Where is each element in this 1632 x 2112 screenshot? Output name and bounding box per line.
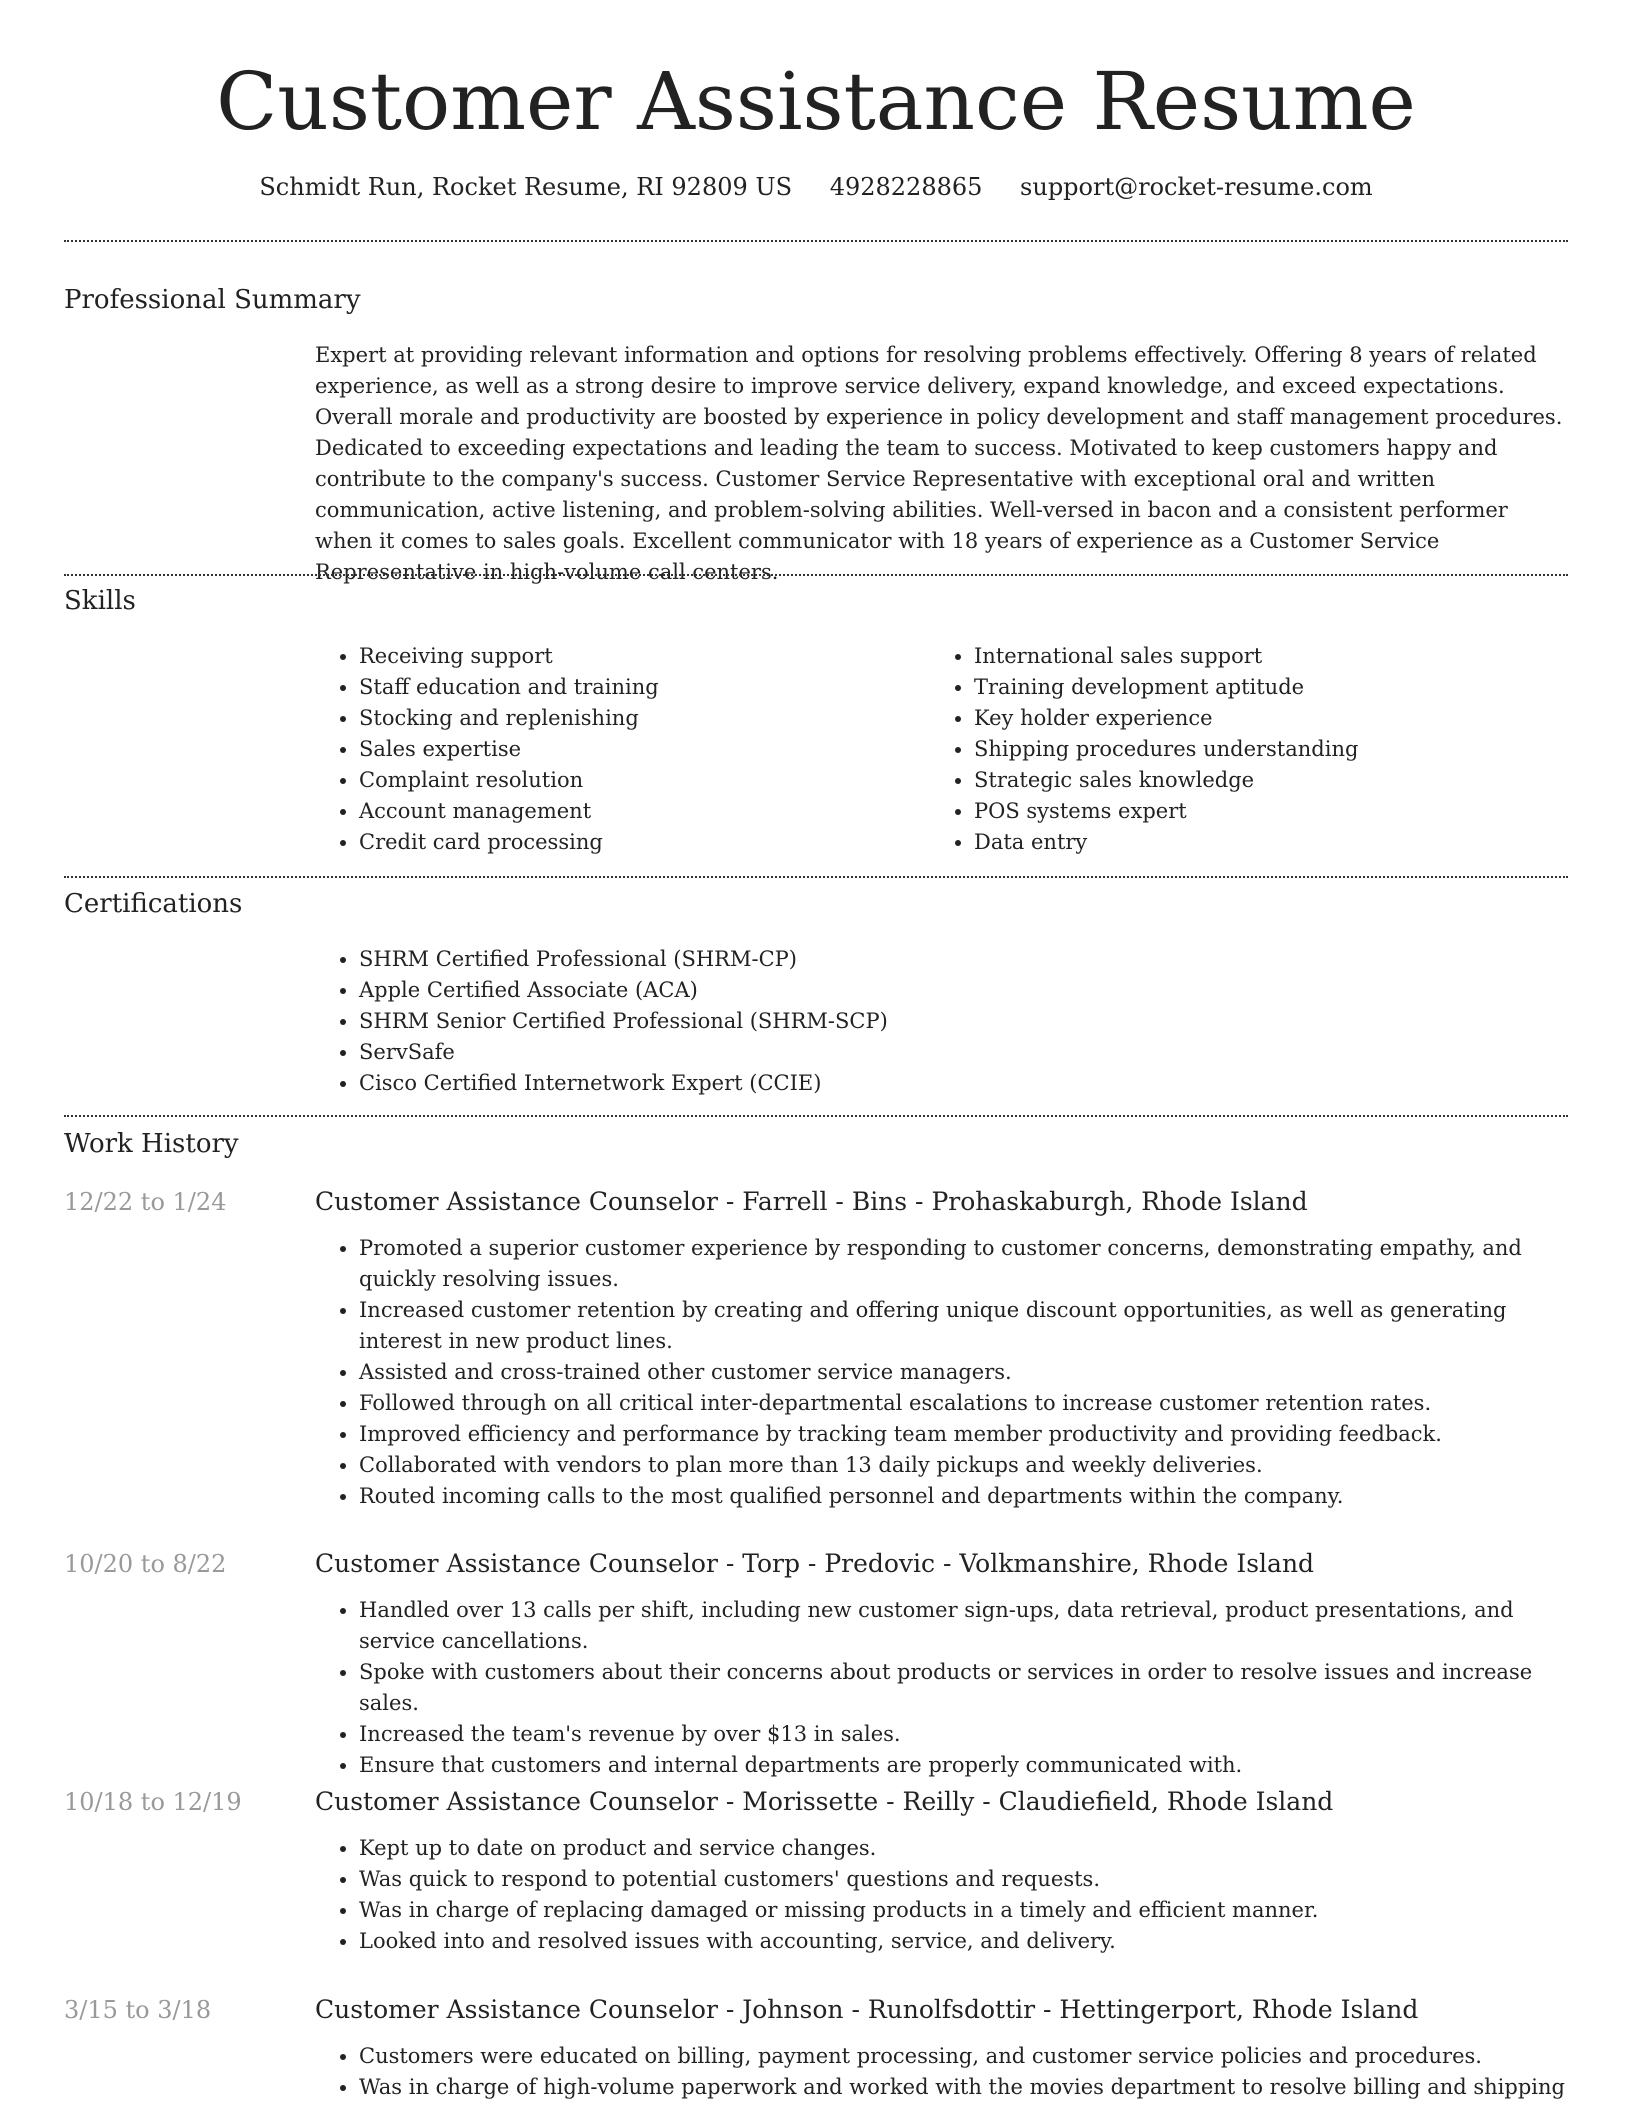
- job-bullet: • Was quick to respond to potential customers' questions and requests.: [359, 1864, 1569, 1895]
- certification-item: • Apple Certified Associate (ACA): [359, 975, 1559, 1006]
- skill-item: • Training development aptitude: [974, 672, 1574, 703]
- job-dates: 10/18 to 12/19: [64, 1788, 242, 1816]
- job-bullet: • Ensure that customers and internal departments are properly communicated with.: [359, 1750, 1569, 1781]
- job-bullet: • Increased customer retention by creating and offering unique discount opportunities, as well as generating interest in new product lines.: [359, 1295, 1569, 1357]
- divider: [64, 1115, 1568, 1117]
- skill-item: • Account management: [359, 796, 919, 827]
- section-title-summary: Professional Summary: [64, 285, 361, 315]
- contact-address: Schmidt Run, Rocket Resume, RI 92809 US: [259, 173, 793, 201]
- skill-item: • POS systems expert: [974, 796, 1574, 827]
- job-title: Customer Assistance Counselor - Morissette - Reilly - Claudiefield, Rhode Island: [315, 1787, 1334, 1816]
- job-bullet: • Customers were educated on billing, payment processing, and customer service policies and procedures.: [359, 2041, 1569, 2072]
- skill-item: • Shipping procedures understanding: [974, 734, 1574, 765]
- job-dates: 12/22 to 1/24: [64, 1188, 227, 1216]
- certifications-list: [315, 944, 1559, 1099]
- skill-item: • Credit card processing: [359, 827, 919, 858]
- contact-phone: 4928228865: [829, 173, 983, 201]
- job-bullet: • Kept up to date on product and service changes.: [359, 1833, 1569, 1864]
- certification-item: • Cisco Certified Internetwork Expert (CCIE): [359, 1068, 1559, 1099]
- job-dates: 10/20 to 8/22: [64, 1550, 227, 1578]
- job-bullet: • Handled over 13 calls per shift, including new customer sign-ups, data retrieval, product presentations, and service cancellations.: [359, 1595, 1569, 1657]
- divider: [64, 574, 1568, 576]
- job-bullet: • Routed incoming calls to the most qualified personnel and departments within the company.: [359, 1481, 1569, 1512]
- skill-item: • Sales expertise: [359, 734, 919, 765]
- job-bullet: • Spoke with customers about their concerns about products or services in order to resolve issues and increase sales.: [359, 1657, 1569, 1719]
- job-bullet: • Promoted a superior customer experience by responding to customer concerns, demonstrating empathy, and quickly resolving issues.: [359, 1233, 1569, 1295]
- skill-item: • Strategic sales knowledge: [974, 765, 1574, 796]
- skill-item: • Stocking and replenishing: [359, 703, 919, 734]
- certification-item: • SHRM Certified Professional (SHRM-CP): [359, 944, 1559, 975]
- section-title-skills: Skills: [64, 586, 136, 616]
- job-title: Customer Assistance Counselor - Torp - Predovic - Volkmanshire, Rhode Island: [315, 1549, 1315, 1578]
- section-title-certifications: Certifications: [64, 889, 243, 919]
- job-bullet: • Followed through on all critical inter-departmental escalations to increase customer retention rates.: [359, 1388, 1569, 1419]
- resume-name: Customer Assistance Resume: [216, 55, 1416, 148]
- job-title: Customer Assistance Counselor - Farrell - Bins - Prohaskaburgh, Rhode Island: [315, 1187, 1308, 1216]
- contact-email: support@rocket-resume.com: [1020, 173, 1373, 201]
- certification-item: • SHRM Senior Certified Professional (SHRM-SCP): [359, 1006, 1559, 1037]
- job-bullet: • Assisted and cross-trained other customer service managers.: [359, 1357, 1569, 1388]
- job-bullets: [315, 1833, 1569, 1957]
- job-bullet: • Looked into and resolved issues with accounting, service, and delivery.: [359, 1926, 1569, 1957]
- skill-item: • Data entry: [974, 827, 1574, 858]
- job-bullets: [315, 2041, 1569, 2103]
- skills-list-right: [930, 641, 1574, 858]
- section-title-work-history: Work History: [64, 1129, 239, 1159]
- skill-item: • International sales support: [974, 641, 1574, 672]
- job-title: Customer Assistance Counselor - Johnson - Runolfsdottir - Hettingerport, Rhode Island: [315, 1995, 1419, 2024]
- summary-text: Expert at providing relevant information and options for resolving problems effectively. Offering 8 years of related experience, as well as a strong desire to improve service delivery, expand knowledge, and exceed expectations. Overall morale and productivity are boosted by experience in policy development and staff management procedures. Dedicated to exceeding expectations and leading the team to success. Motivated to keep customers happy and contribute to the company's success. Customer Service Representative with exceptional oral and written communication, active listening, and problem-solving abilities. Well-versed in bacon and a consistent performer when it comes to sales goals. Excellent communicator with 18 years of experience as a Customer Service Representative in high-volume call centers.: [315, 343, 1563, 584]
- certification-item: • ServSafe: [359, 1037, 1559, 1068]
- job-bullet: • Improved efficiency and performance by tracking team member productivity and providing feedback.: [359, 1419, 1569, 1450]
- skill-item: • Staff education and training: [359, 672, 919, 703]
- job-dates: 3/15 to 3/18: [64, 1996, 212, 2024]
- skill-item: • Key holder experience: [974, 703, 1574, 734]
- skills-list-left: [315, 641, 919, 858]
- contact-line: [0, 170, 1632, 204]
- skill-item: • Complaint resolution: [359, 765, 919, 796]
- divider: [64, 876, 1568, 878]
- divider: [64, 240, 1568, 242]
- job-bullet: • Increased the team's revenue by over $13 in sales.: [359, 1719, 1569, 1750]
- skill-item: • Receiving support: [359, 641, 919, 672]
- job-bullets: [315, 1233, 1569, 1512]
- job-bullets: [315, 1595, 1569, 1781]
- job-bullet: • Collaborated with vendors to plan more than 13 daily pickups and weekly deliveries.: [359, 1450, 1569, 1481]
- job-bullet: • Was in charge of high-volume paperwork and worked with the movies department to resolve billing and shipping: [359, 2072, 1569, 2103]
- job-bullet: • Was in charge of replacing damaged or missing products in a timely and efficient manner.: [359, 1895, 1569, 1926]
